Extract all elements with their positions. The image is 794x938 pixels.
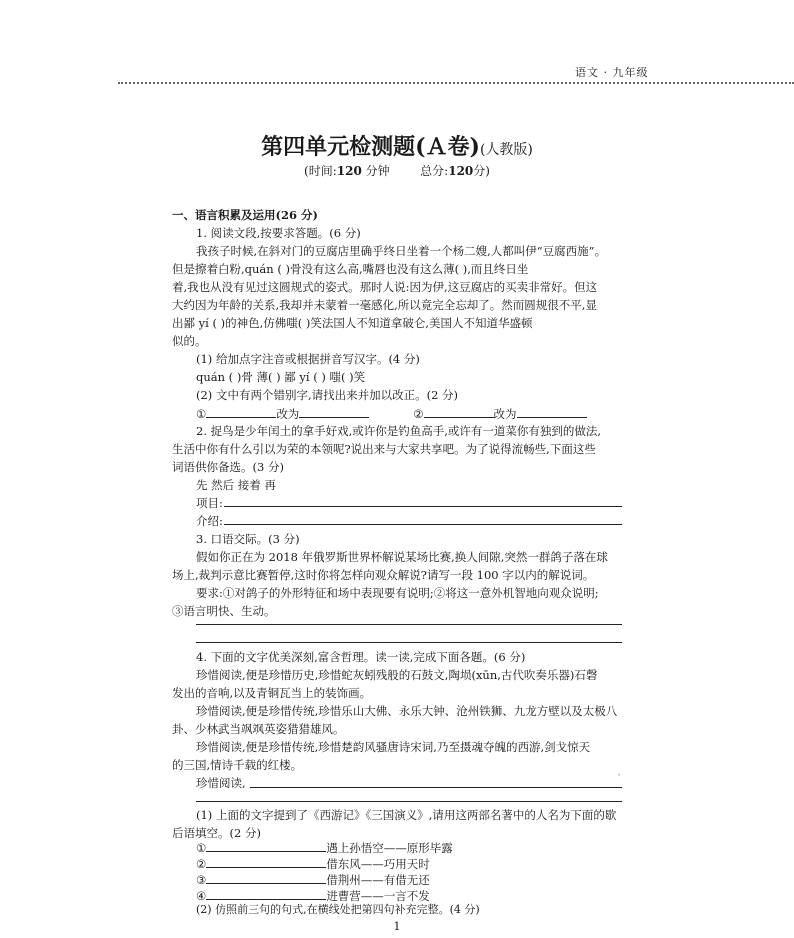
q1-passage-line: 大约因为年龄的关系,我却并未蒙着一毫感化,所以竟完全忘却了。然而圆规很不平,显 [172, 298, 597, 312]
correction-num: ① [196, 407, 207, 421]
q1-passage-line: 似的。 [172, 334, 207, 348]
q1-sub1: (1) 给加点字注音或根据拼音写汉字。(4 分) [196, 352, 420, 366]
q4-sub1: 后语填空。(2 分) [172, 826, 261, 840]
time-value: 120 [336, 164, 362, 178]
answer-blank[interactable] [424, 406, 494, 418]
q1-correction-row [196, 406, 587, 421]
q1-passage-line: 但是擦着白粉,quán ( )骨没有这么高,嘴唇也没有这么薄( ),而且终日坐 [172, 262, 529, 276]
q3-text: 场上,裁判示意比赛暂停,这时你将怎样向观众解说?请写一段 100 字以内的解说词。 [172, 568, 595, 582]
q2-item-label: 项目: [196, 496, 223, 510]
answer-blank[interactable] [206, 888, 326, 900]
answer-line[interactable] [196, 801, 622, 802]
q1-sub2: (2) 文中有两个错别字,请找出来并加以改正。(2 分) [196, 388, 459, 402]
q1-passage-line: 着,我也从没有见过这圆规式的姿式。那时人说:因为伊,这豆腐店的买卖非常好。但这 [172, 280, 598, 294]
q4-text: 珍惜阅读,便是珍惜传统,珍惜乐山大佛、永乐大钟、沧州铁狮、九龙方壁以及太极八 [196, 704, 618, 718]
answer-blank[interactable] [206, 872, 326, 884]
q4-text: 珍惜阅读,便是珍惜历史,珍惜蛇灰蚓残般的石鼓文,陶埙(xūn,古代吹奏乐器)石磬 [196, 668, 598, 682]
fill-num: ② [196, 857, 207, 871]
answer-blank[interactable] [517, 406, 587, 418]
answer-line[interactable] [250, 787, 622, 788]
q1-stem: 1. 阅读文段,按要求答题。(6 分) [196, 226, 361, 240]
q4-sub2: (2) 仿照前三句的句式,在横线处把第四句补充完整。(4 分) [196, 903, 480, 916]
correction-label: 改为 [276, 407, 300, 421]
time-label: (时间: [304, 164, 337, 178]
q2-intro-label: 介绍: [196, 514, 223, 528]
q4-text: 的三国,情诗千载的红楼。 [172, 758, 303, 772]
fill-num: ④ [196, 889, 207, 903]
fill-num: ① [196, 841, 207, 855]
fill-text: 借东风——巧用天时 [326, 857, 430, 871]
score-label: 总分: [420, 164, 449, 178]
fill-num: ③ [196, 873, 207, 887]
time-unit: 分钟 [365, 164, 390, 178]
q4-text: 卦、少林武当飒飒英姿猎猎雄风。 [172, 722, 345, 736]
q4-stem: 4. 下面的文字优美深刻,富含哲理。读一读,完成下面各题。(6 分) [196, 650, 526, 664]
answer-line[interactable] [224, 524, 622, 525]
fill-row [196, 872, 430, 887]
q3-text: ③语言明快、生动。 [172, 604, 276, 618]
q2-stem: 词语供你备选。(3 分) [172, 460, 284, 474]
q2-words: 先 然后 接着 再 [196, 478, 276, 492]
q4-text: 珍惜阅读, [196, 776, 246, 790]
answer-blank[interactable] [206, 856, 326, 868]
q3-text: 假如你正在为 2018 年俄罗斯世界杯解说某场比赛,换人间隙,突然一群鸽子落在球 [196, 550, 608, 564]
answer-blank[interactable] [206, 840, 326, 852]
subject-header: 语文 · 九年级 [575, 66, 649, 79]
answer-line[interactable] [196, 642, 622, 643]
section-heading: 一、语言积累及运用(26 分) [172, 208, 318, 222]
small-mark: 。 [618, 770, 625, 777]
fill-row [196, 888, 430, 903]
q2-stem: 2. 捉鸟是少年闰土的拿手好戏,或许你是钓鱼高手,或许有一道菜你有独到的做法, [196, 424, 602, 438]
q1-sub1-items: quán ( )骨 薄( ) 鄙 yí ( ) 嗤( )笑 [196, 370, 366, 384]
q3-text: 要求:①对鸽子的外形特征和场中表现要有说明;②将这一意外机智地向观众说明; [196, 586, 599, 600]
page-number: 1 [393, 920, 401, 933]
fill-text: 进曹营——一言不发 [326, 889, 430, 903]
q4-sub1: (1) 上面的文字提到了《西游记》《三国演义》,请用这两部名著中的人名为下面的歇 [196, 808, 617, 822]
title-main: 第四单元检测题(Ａ卷) [261, 134, 480, 160]
q4-text: 发出的音响,以及青铜瓦当上的装饰画。 [172, 686, 372, 700]
fill-row [196, 856, 430, 871]
title-sub: (人教版) [479, 142, 533, 158]
page-title [0, 130, 794, 161]
fill-text: 借荆州——有借无还 [326, 873, 430, 887]
q2-stem: 生活中你有什么引以为荣的本领呢?说出来与大家共享吧。为了说得流畅些,下面这些 [172, 442, 596, 456]
q1-passage-line: 我孩子时候,在斜对门的豆腐店里确乎终日坐着一个杨二嫂,人都叫伊“豆腐西施”。 [196, 244, 607, 258]
fill-row [196, 840, 453, 855]
answer-line[interactable] [224, 506, 622, 507]
correction-label: 改为 [493, 407, 517, 421]
answer-blank[interactable] [206, 406, 276, 418]
q3-stem: 3. 口语交际。(3 分) [196, 532, 300, 546]
answer-line[interactable] [196, 624, 622, 625]
score-value: 120 [448, 164, 474, 178]
fill-text: 遇上孙悟空——原形毕露 [326, 841, 453, 855]
q4-text: 珍惜阅读,便是珍惜传统,珍惜楚韵风骚唐诗宋词,乃至摄魂夺魄的西游,剑戈惊天 [196, 740, 591, 754]
q1-passage-line: 出鄙 yí ( )的神色,仿佛嗤( )笑法国人不知道拿破仑,美国人不知道华盛顿 [172, 316, 533, 330]
answer-blank[interactable] [299, 406, 369, 418]
header-divider [118, 82, 794, 84]
exam-meta [0, 162, 794, 179]
score-unit: 分) [473, 164, 490, 178]
correction-num: ② [413, 407, 424, 421]
